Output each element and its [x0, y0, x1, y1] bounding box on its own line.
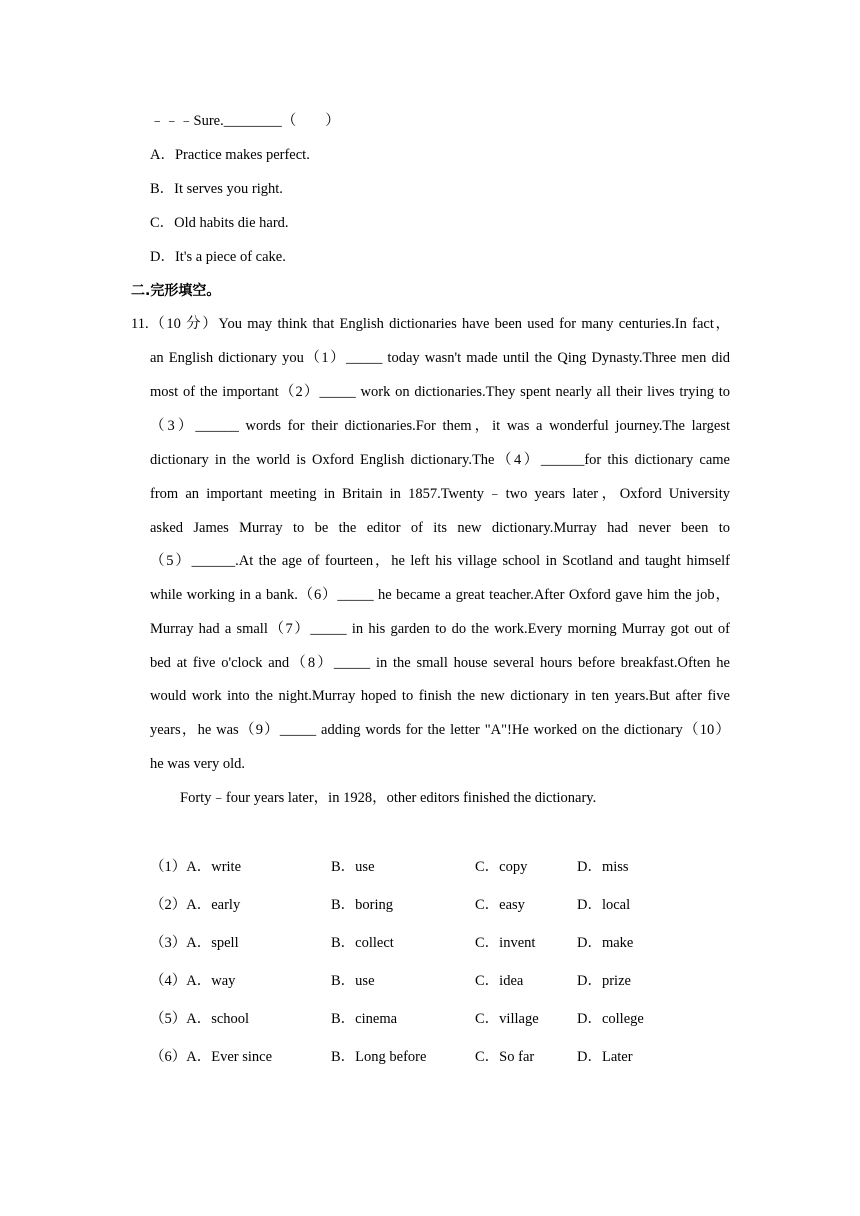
passage-line: years，he was（9）_____ adding words for the letter "A"!He worked on the dictionary（10）	[150, 722, 730, 738]
choice-d: D．local	[577, 897, 631, 913]
choice-a: （4）A．way	[150, 973, 236, 989]
choice-c: C．invent	[475, 935, 536, 951]
choice-row	[150, 971, 750, 991]
choice-c: C．idea	[475, 973, 524, 989]
choice-d: D．prize	[577, 973, 631, 989]
choice-a: （6）A．Ever since	[150, 1049, 273, 1065]
choice-a: （3）A．spell	[150, 935, 239, 951]
question-stem: ﹣﹣﹣Sure.________（ ）	[150, 113, 340, 129]
choice-b: B．collect	[331, 935, 394, 951]
passage-line: 11.（10 分）You may think that English dictionaries have been used for many centuries.In fact，	[131, 316, 730, 332]
passage-line: he was very old.	[150, 756, 246, 772]
passage-line: would work into the night.Murray hoped to finish the new dictionary in ten years.But after five	[150, 688, 730, 704]
passage-line: bed at five o'clock and（8）_____ in the small house several hours before breakfast.Often he	[150, 655, 730, 671]
choice-row	[150, 895, 750, 915]
passage-line: asked James Murray to be the editor of its new dictionary.Murray had never been to	[150, 520, 730, 536]
option-a: A．Practice makes perfect.	[150, 147, 310, 163]
choice-d: D．make	[577, 935, 634, 951]
passage-line: （3）______ words for their dictionaries.For them，it was a wonderful journey.The largest	[150, 418, 730, 434]
section-heading: 二.完形填空。	[131, 283, 221, 299]
choice-d: D．Later	[577, 1049, 633, 1065]
choice-row	[150, 857, 750, 877]
choice-b: B．cinema	[331, 1011, 398, 1027]
choice-b: B．Long before	[331, 1049, 427, 1065]
choice-d: D．college	[577, 1011, 644, 1027]
choice-row	[150, 1047, 750, 1067]
choice-d: D．miss	[577, 859, 629, 875]
choice-a: （1）A．write	[150, 859, 242, 875]
passage-line: Murray had a small（7）_____ in his garden to do the work.Every morning Murray got out of	[150, 621, 730, 637]
option-b: B．It serves you right.	[150, 181, 283, 197]
choice-a: （2）A．early	[150, 897, 241, 913]
choice-c: C．easy	[475, 897, 525, 913]
passage-line: an English dictionary you（1）_____ today wasn't made until the Qing Dynasty.Three men did	[150, 350, 730, 366]
passage-line: from an important meeting in Britain in 1857.Twenty﹣two years later，Oxford University	[150, 486, 730, 502]
choice-row	[150, 1009, 750, 1029]
option-c: C．Old habits die hard.	[150, 215, 289, 231]
choice-b: B．boring	[331, 897, 394, 913]
passage-line: dictionary in the world is Oxford English dictionary.The（4）______for this dictionary came	[150, 452, 730, 468]
choice-row	[150, 933, 750, 953]
choice-a: （5）A．school	[150, 1011, 250, 1027]
choice-c: C．copy	[475, 859, 528, 875]
choice-c: C．village	[475, 1011, 539, 1027]
passage-closing-line: Forty﹣four years later，in 1928，other editors finished the dictionary.	[180, 790, 597, 806]
choice-b: B．use	[331, 973, 375, 989]
choice-b: B．use	[331, 859, 375, 875]
choice-c: C．So far	[475, 1049, 535, 1065]
passage-line: most of the important（2）_____ work on dictionaries.They spent nearly all their lives trying to	[150, 384, 730, 400]
option-d: D．It's a piece of cake.	[150, 249, 286, 265]
passage-line: while working in a bank.（6）_____ he became a great teacher.After Oxford gave him the job，	[150, 587, 730, 603]
passage-line: （5）______.At the age of fourteen，he left his village school in Scotland and taught himself	[150, 553, 730, 569]
